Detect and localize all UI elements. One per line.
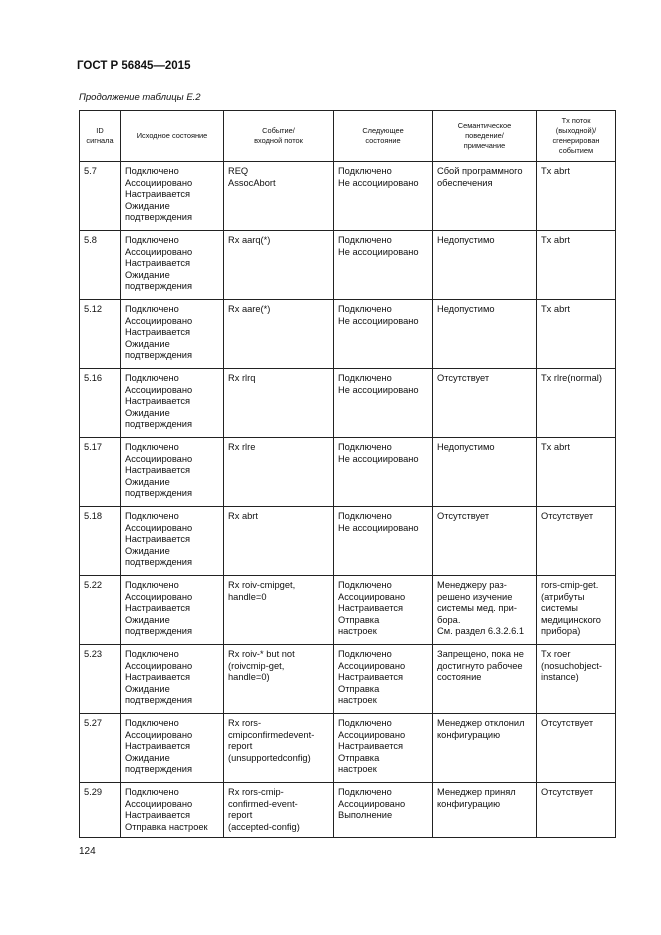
cell-initial-state: Подключено Ассоциировано Настраивается Ожидание подтверждения: [121, 231, 224, 300]
cell-tx-stream: Tx abrt: [537, 438, 616, 507]
header-signal-id: ID сигнала: [80, 111, 121, 162]
cell-semantics: Отсутствует: [433, 369, 537, 438]
table-row: [80, 507, 616, 576]
cell-initial-state: Подключено Ассоциировано Настраивается Ожидание подтверждения: [121, 576, 224, 645]
cell-tx-stream: Tx abrt: [537, 162, 616, 231]
cell-next-state: Подключено Ассоциировано Выполнение: [334, 783, 433, 838]
cell-next-state: Подключено Не ассоциировано: [334, 300, 433, 369]
cell-semantics: Сбой программного обеспечения: [433, 162, 537, 231]
table-row: [80, 438, 616, 507]
table-row: [80, 162, 616, 231]
cell-initial-state: Подключено Ассоциировано Настраивается Ожидание подтверждения: [121, 300, 224, 369]
cell-signal-id: 5.8: [80, 231, 121, 300]
cell-next-state: Подключено Не ассоциировано: [334, 507, 433, 576]
cell-signal-id: 5.23: [80, 645, 121, 714]
cell-tx-stream: Tx rlre(normal): [537, 369, 616, 438]
signal-table: [79, 110, 616, 838]
cell-signal-id: 5.18: [80, 507, 121, 576]
cell-semantics: Недопустимо: [433, 300, 537, 369]
cell-semantics: Менеджер принял конфигурацию: [433, 783, 537, 838]
cell-next-state: Подключено Не ассоциировано: [334, 438, 433, 507]
cell-semantics: Менеджеру раз- решено изучение системы мед. при- бора. См. раздел 6.3.2.6.1: [433, 576, 537, 645]
cell-event: Rx roiv-cmipget, handle=0: [224, 576, 334, 645]
table-row: [80, 714, 616, 783]
table-row: [80, 783, 616, 838]
cell-next-state: Подключено Не ассоциировано: [334, 231, 433, 300]
table-row: [80, 300, 616, 369]
table-row: [80, 369, 616, 438]
header-tx-stream: Tx поток (выходной)/ сгенерирован событием: [537, 111, 616, 162]
cell-next-state: Подключено Не ассоциировано: [334, 369, 433, 438]
cell-tx-stream: Tx abrt: [537, 231, 616, 300]
cell-semantics: Недопустимо: [433, 438, 537, 507]
table-header-row: [80, 111, 616, 162]
cell-signal-id: 5.12: [80, 300, 121, 369]
cell-semantics: Отсутствует: [433, 507, 537, 576]
cell-next-state: Подключено Ассоциировано Настраивается Отправка настроек: [334, 714, 433, 783]
cell-signal-id: 5.27: [80, 714, 121, 783]
cell-initial-state: Подключено Ассоциировано Настраивается Ожидание подтверждения: [121, 162, 224, 231]
document-standard-title: ГОСТ Р 56845—2015: [77, 60, 191, 72]
cell-signal-id: 5.16: [80, 369, 121, 438]
cell-event: Rx rors- cmipconfirmedevent- report (unsupportedconfig): [224, 714, 334, 783]
cell-tx-stream: rors-cmip-get. (атрибуты системы медицинского прибора): [537, 576, 616, 645]
cell-event: Rx roiv-* but not (roivcmip-get, handle=0): [224, 645, 334, 714]
header-semantic-behavior: Семантическое поведение/ примечание: [433, 111, 537, 162]
cell-signal-id: 5.17: [80, 438, 121, 507]
cell-event: Rx aare(*): [224, 300, 334, 369]
table-row: [80, 231, 616, 300]
cell-next-state: Подключено Ассоциировано Настраивается Отправка настроек: [334, 645, 433, 714]
table-row: [80, 645, 616, 714]
page-number: 124: [79, 846, 96, 857]
cell-event: Rx rlre: [224, 438, 334, 507]
cell-signal-id: 5.29: [80, 783, 121, 838]
cell-semantics: Недопустимо: [433, 231, 537, 300]
header-event-input: Событие/ входной поток: [224, 111, 334, 162]
cell-next-state: Подключено Ассоциировано Настраивается Отправка настроек: [334, 576, 433, 645]
cell-tx-stream: Отсутствует: [537, 507, 616, 576]
cell-initial-state: Подключено Ассоциировано Настраивается Ожидание подтверждения: [121, 645, 224, 714]
cell-event: Rx rors-cmip- confirmed-event- report (accepted-config): [224, 783, 334, 838]
cell-initial-state: Подключено Ассоциировано Настраивается Ожидание подтверждения: [121, 507, 224, 576]
cell-event: Rx abrt: [224, 507, 334, 576]
cell-tx-stream: Tx abrt: [537, 300, 616, 369]
cell-event: Rx rlrq: [224, 369, 334, 438]
cell-tx-stream: Отсутствует: [537, 783, 616, 838]
cell-signal-id: 5.7: [80, 162, 121, 231]
cell-event: REQ AssocAbort: [224, 162, 334, 231]
cell-initial-state: Подключено Ассоциировано Настраивается Ожидание подтверждения: [121, 438, 224, 507]
cell-initial-state: Подключено Ассоциировано Настраивается Отправка настроек: [121, 783, 224, 838]
cell-next-state: Подключено Не ассоциировано: [334, 162, 433, 231]
header-initial-state: Исходное состояние: [121, 111, 224, 162]
cell-signal-id: 5.22: [80, 576, 121, 645]
cell-tx-stream: Tx roer (nosuchobject- instance): [537, 645, 616, 714]
cell-initial-state: Подключено Ассоциировано Настраивается Ожидание подтверждения: [121, 714, 224, 783]
table-row: [80, 576, 616, 645]
header-next-state: Следующее состояние: [334, 111, 433, 162]
cell-semantics: Менеджер отклонил конфигурацию: [433, 714, 537, 783]
cell-initial-state: Подключено Ассоциировано Настраивается Ожидание подтверждения: [121, 369, 224, 438]
cell-tx-stream: Отсутствует: [537, 714, 616, 783]
cell-semantics: Запрещено, пока не достигнуто рабочее состояние: [433, 645, 537, 714]
table-caption: Продолжение таблицы Е.2: [79, 92, 201, 103]
cell-event: Rx aarq(*): [224, 231, 334, 300]
